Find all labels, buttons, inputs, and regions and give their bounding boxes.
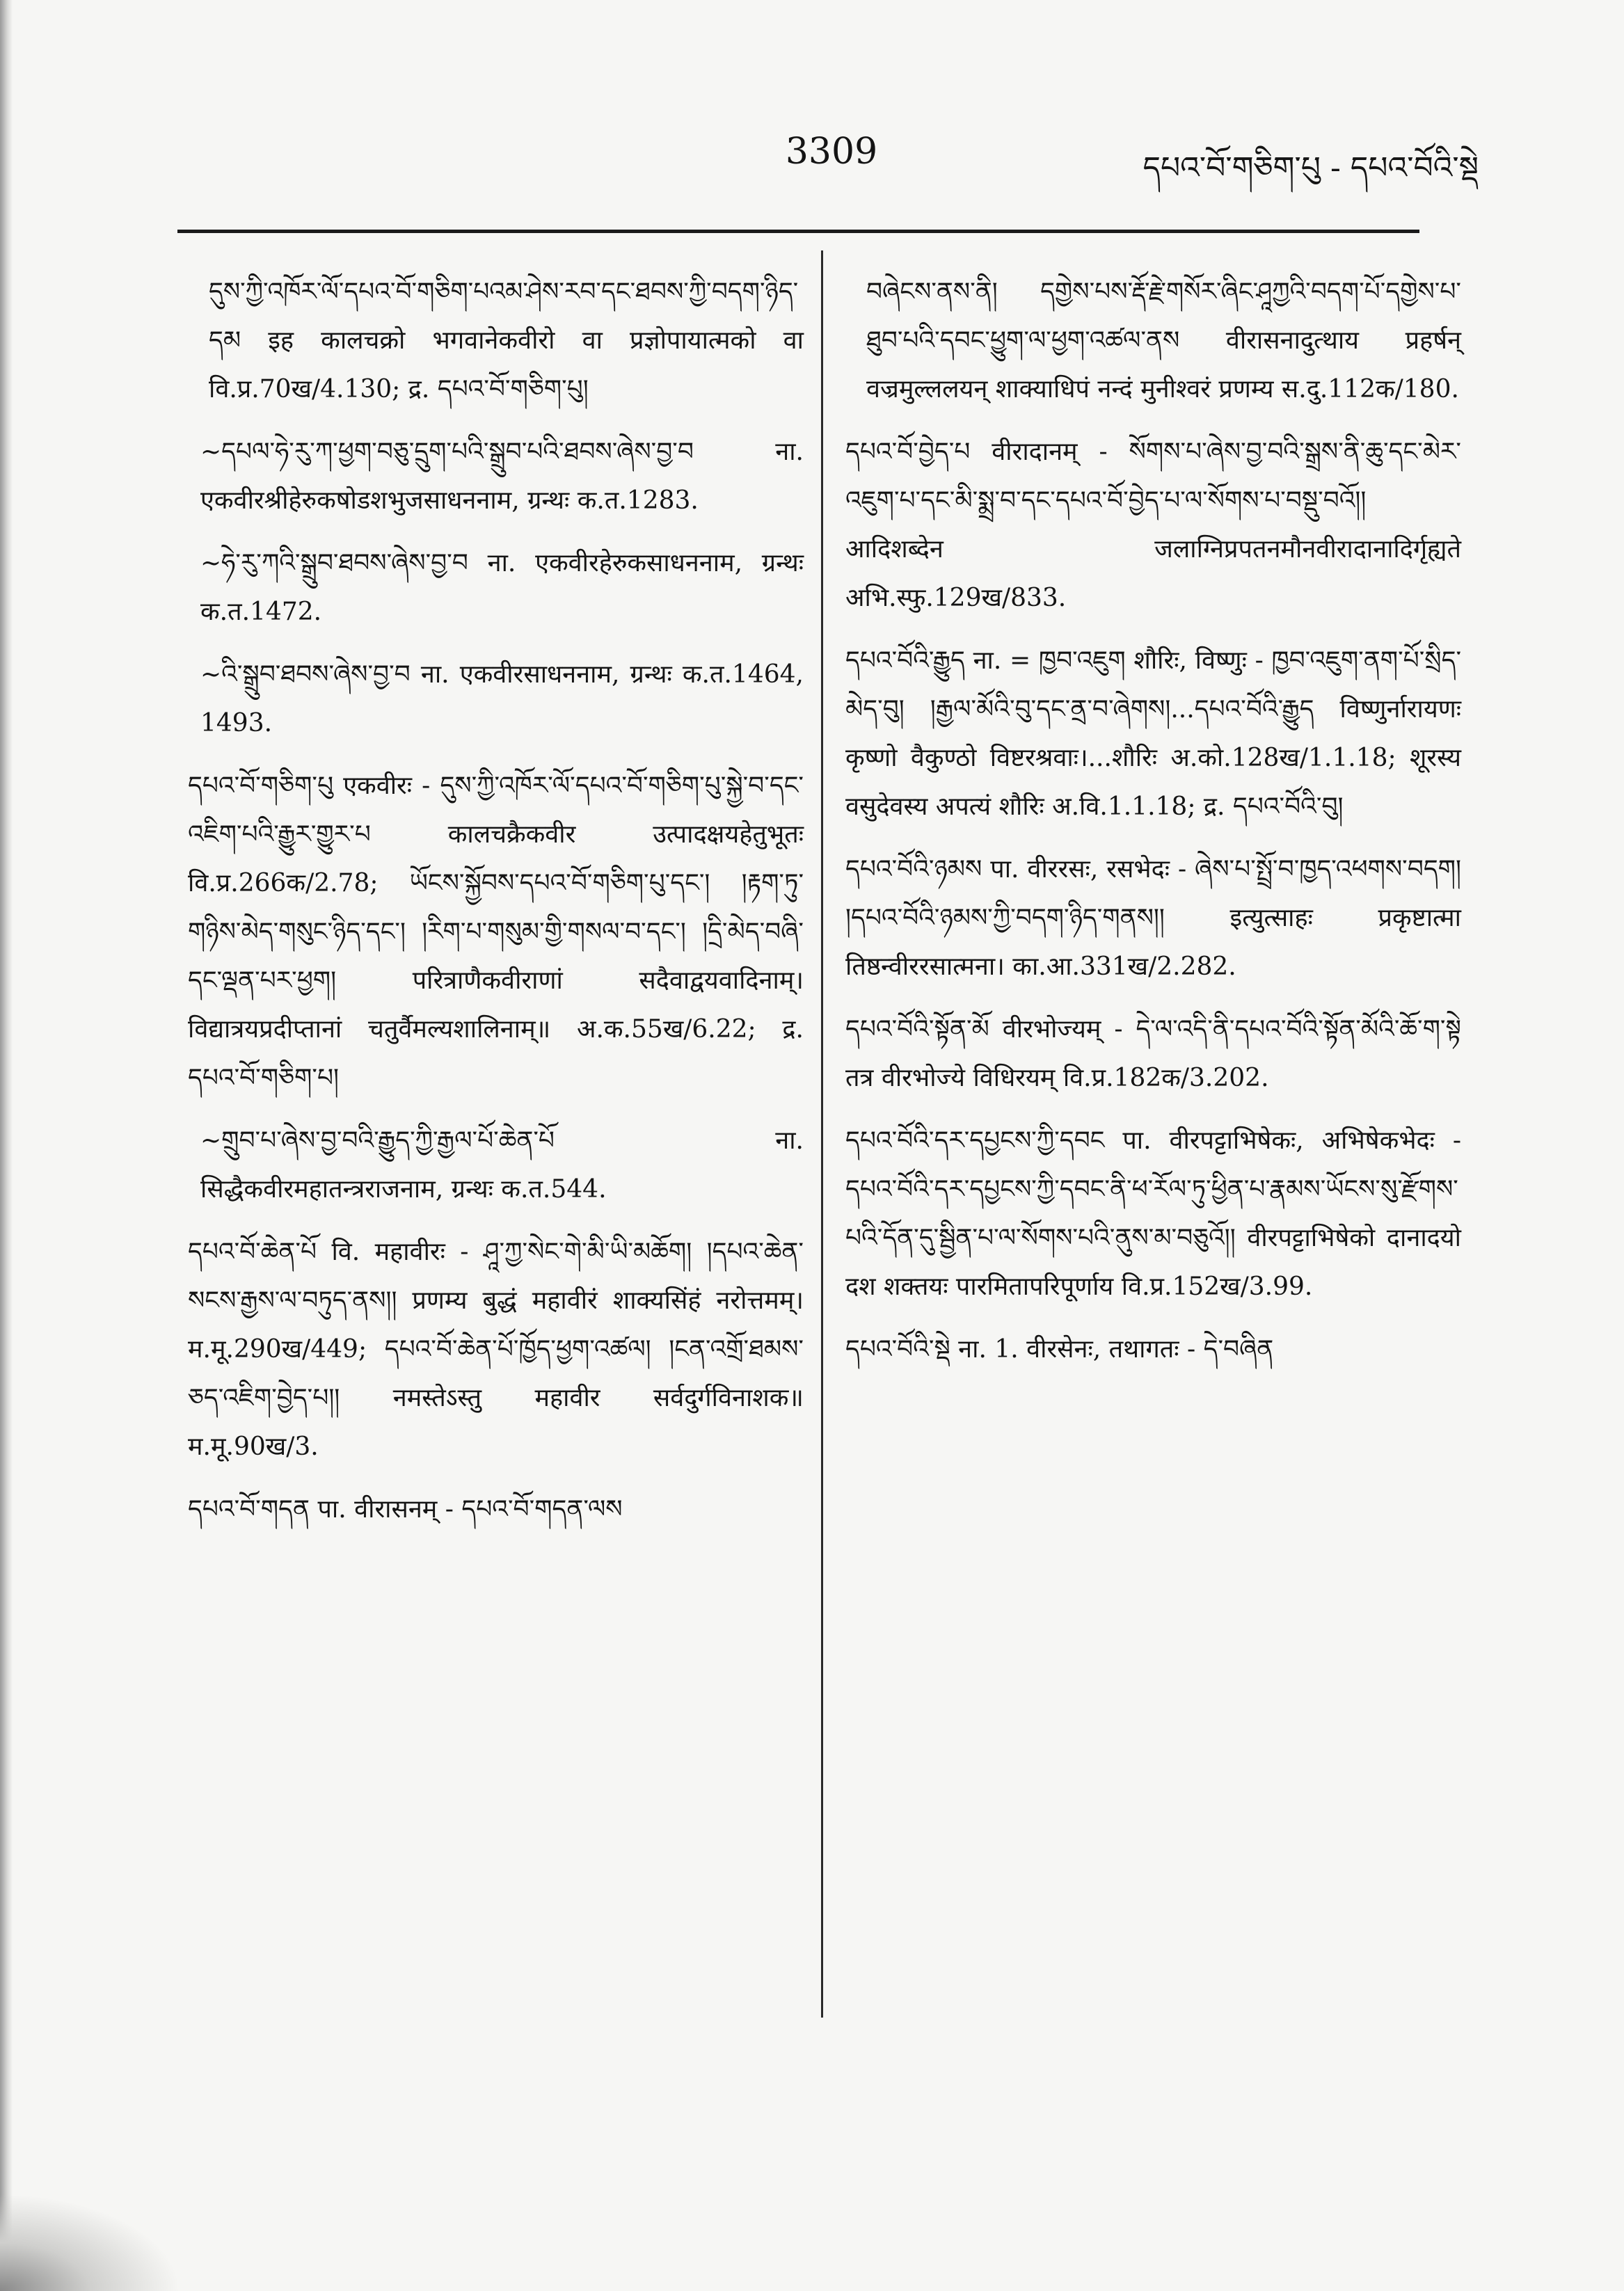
dictionary-subentry: ~དཔལ་ཧེ་རུ་ཀ་ཕྱག་བཅུ་དྲུག་པའི་སྒྲུབ་པའི་ཐབས་ཞེས་བྱ་བ ना. एकवीरश्रीहेरुकषोडशभुजसाधननाम, ग्रन्थः क.त.1283. <box>200 438 804 515</box>
dictionary-entry: དཔའ་བོའི་སྡེ ना. 1. वीरसेनः, तथागतः - དེ་བཞིན <box>845 1335 1274 1364</box>
dictionary-entry: དཔའ་བོ་གདན पा. वीरासनम् - དཔའ་བོ་གདན་ལས <box>188 1495 623 1524</box>
dictionary-subentry: ~གྲུབ་པ་ཞེས་བྱ་བའི་རྒྱུད་ཀྱི་རྒྱལ་པོ་ཆེན་པོ ना. सिद्धैकवीरमहातन्त्रराजनाम, ग्रन्थः क.त.544. <box>200 1126 804 1204</box>
dictionary-entry: དཔའ་བོའི་དར་དཔྱངས་ཀྱི་དབང पा. वीरपट्टाभिषेकः, अभिषेकभेदः - དཔའ་བོའི་དར་དཔྱངས་ཀྱི་དབང་ནི་ཕ་རོལ་ཏུ་ཕྱིན་པ་རྣམས་ཡོངས་སུ་རྫོགས་པའི་དོན་དུ་སྦྱིན་པ་ལ་སོགས་པའི་ནུས་མ་བཅུའོ།། वीरपट्टाभिषेको दानादयो दश शक्तयः पारमितापरिपूर्णाय वि.प्र.152ख/3.99. <box>845 1126 1461 1301</box>
left-column <box>188 268 804 1548</box>
dictionary-subentry: ~འི་སྒྲུབ་ཐབས་ཞེས་བྱ་བ ना. एकवीरसाधननाम, ग्रन्थः क.त.1464, 1493. <box>200 660 804 737</box>
running-head: དཔའ་བོ་གཅིག་པུ - དཔའ་བོའི་སྡེ <box>1143 150 1479 186</box>
dictionary-entry: དཔའ་བོ་ཆེན་པོ वि. महावीरः - ཤཱ་ཀྱ་སེང་གེ་མི་ཡི་མཆོག། །དཔའ་ཆེན་སངས་རྒྱས་ལ་བཏུད་ནས།། प्रणम्य बुद्धं महावीरं शाक्यसिंहं नरोत्तमम्। म.मू.290ख/449; དཔའ་བོ་ཆེན་པོ་ཁྱོད་ཕྱག་འཚལ། །ངན་འགྲོ་ཐམས་ཅད་འཇིག་བྱེད་པ།། नमस्तेऽस्तु महावीर सर्वदुर्गविनाशक॥ म.मू.90ख/3. <box>188 1238 804 1461</box>
scan-corner-shadow <box>0 2194 181 2291</box>
dictionary-entry: དཔའ་བོ་བྱེད་པ वीरादानम् - སོགས་པ་ཞེས་བྱ་བའི་སྒྲས་ནི་ཆུ་དང་མེར་འཇུག་པ་དང་མི་སྨྲ་བ་དང་དཔའ་བོ་བྱེད་པ་ལ་སོགས་པ་བསྡུ་བའོ།། आदिशब्देन जलाग्निप्रपतनमौनवीरादानादिर्गृह्यते अभि.स्फु.129ख/833. <box>845 438 1461 612</box>
right-column <box>845 268 1461 1388</box>
dictionary-entry: དུས་ཀྱི་འཁོར་ལོ་དཔའ་བོ་གཅིག་པའམ་ཤེས་རབ་དང་ཐབས་ཀྱི་བདག་ཉིད་དམ इह कालचक्रो भगवानेकवीरो वा प्रज्ञोपायात्मको वा वि.प्र.70ख/4.130; द्र. དཔའ་བོ་གཅིག་པུ། <box>209 278 804 404</box>
dictionary-entry: དཔའ་བོའི་སྟོན་མོ वीरभोज्यम् - དེ་ལ་འདི་ནི་དཔའ་བོའི་སྟོན་མོའི་ཆོ་ག་སྟེ तत्र वीरभोज्ये विधिरयम् वि.प्र.182क/3.202. <box>845 1015 1461 1092</box>
dictionary-entry: དཔའ་བོའི་རྒྱུད ना. = ཁྱབ་འཇུག शौरिः, विष्णुः - ཁྱབ་འཇུག་ནག་པོ་སྲིད་མེད་བུ། །རྒྱལ་མོའི་བུ་དང་ནྲ་བ་ཞེགས།...དཔའ་བོའི་རྒྱུད विष्णुर्नारायणः कृष्णो वैकुण्ठो विष्टरश्रवाः।...शौरिः अ.को.128ख/1.1.18; शूरस्य वसुदेवस्य अपत्यं शौरिः अ.वि.1.1.18; द्र. དཔའ་བོའི་བུ། <box>845 646 1461 821</box>
dictionary-entry: དཔའ་བོའི་ཉམས पा. वीररसः, रसभेदः - ཞེས་པ་སྤྲོ་བ་ཁྱད་འཕགས་བདག། །དཔའ་བོའི་ཉམས་ཀྱི་བདག་ཉིད་གནས།། इत्युत्साहः प्रकृष्टात्मा तिष्ठन्वीररसात्मना। का.आ.331ख/2.282. <box>845 855 1461 981</box>
dictionary-entry: དཔའ་བོ་གཅིག་པུ एकवीरः - དུས་ཀྱི་འཁོར་ལོ་དཔའ་བོ་གཅིག་པུ་སྐྱེ་བ་དང་འཇིག་པའི་རྒྱུར་གྱུར་པ कालचक्रैकवीर उत्पादक्षयहेतुभूतः वि.प्र.266क/2.78; ཡོངས་སྐྱོབས་དཔའ་བོ་གཅིག་པུ་དང་། །རྟག་ཏུ་གཉིས་མེད་གསུང་ཉིད་དང་། །རིག་པ་གསུམ་གྱི་གསལ་བ་དང་། །དྲི་མེད་བཞི་དང་ལྡན་པར་ཕྱག། परित्राणैकवीराणां सदैवाद्वयवादिनाम्। विद्यात्रयप्रदीप्तानां चतुर्वैमल्यशालिनाम्॥ अ.क.55ख/6.22; द्र. དཔའ་བོ་གཅིག་པ། <box>188 772 804 1092</box>
header-rule <box>177 230 1419 233</box>
page-number: 3309 <box>785 131 878 173</box>
dictionary-subentry: ~ཧེ་རུ་ཀའི་སྒྲུབ་ཐབས་ཞེས་བྱ་བ ना. एकवीरहेरुकसाधननाम, ग्रन्थः क.त.1472. <box>200 549 804 626</box>
column-divider <box>821 250 823 2018</box>
scan-edge-shadow <box>0 0 13 2291</box>
dictionary-entry: བཞེངས་ནས་ནི། དགྱེས་པས་རྡོ་རྗེ་གསོར་ཞིང་ཤཱཀྱའི་བདག་པོ་དགྱེས་པ་ཐུབ་པའི་དབང་ཕྱུག་ལ་ཕྱག་འཚལ་ནས वीरासनादुत्थाय प्रहर्षन् वज्रमुल्ललयन् शाक्याधिपं नन्दं मुनीश्वरं प्रणम्य स.दु.112क/180. <box>866 278 1461 404</box>
